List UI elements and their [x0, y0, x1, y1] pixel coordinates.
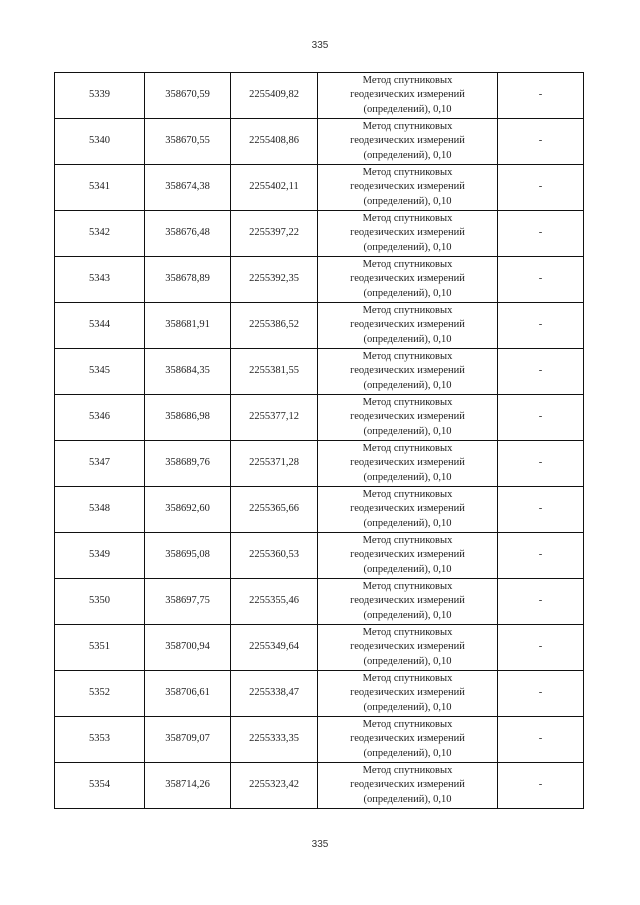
y-coordinate-cell: 2255392,35 — [231, 257, 318, 303]
y-coordinate-cell: 2255355,46 — [231, 579, 318, 625]
method-cell — [318, 441, 498, 487]
point-number-cell: 5348 — [55, 487, 145, 533]
y-coordinate-cell: 2255408,86 — [231, 119, 318, 165]
method-text: Метод спутниковых геодезических измерений (определений), 0,10 — [350, 258, 465, 299]
table-row — [55, 763, 584, 809]
method-cell — [318, 395, 498, 441]
method-cell — [318, 533, 498, 579]
point-number-cell: 5340 — [55, 119, 145, 165]
x-coordinate-cell: 358714,26 — [145, 763, 231, 809]
note-cell: - — [498, 671, 584, 717]
point-number-cell: 5351 — [55, 625, 145, 671]
y-coordinate-cell: 2255397,22 — [231, 211, 318, 257]
x-coordinate-cell: 358670,59 — [145, 73, 231, 119]
y-coordinate-cell: 2255409,82 — [231, 73, 318, 119]
y-coordinate-cell: 2255381,55 — [231, 349, 318, 395]
method-text: Метод спутниковых геодезических измерений (определений), 0,10 — [350, 74, 465, 115]
x-coordinate-cell: 358692,60 — [145, 487, 231, 533]
point-number-cell: 5341 — [55, 165, 145, 211]
y-coordinate-cell: 2255402,11 — [231, 165, 318, 211]
method-cell — [318, 579, 498, 625]
x-coordinate-cell: 358686,98 — [145, 395, 231, 441]
note-cell: - — [498, 579, 584, 625]
method-text: Метод спутниковых геодезических измерений (определений), 0,10 — [350, 488, 465, 529]
note-cell: - — [498, 441, 584, 487]
table-row — [55, 625, 584, 671]
table-row — [55, 119, 584, 165]
x-coordinate-cell: 358681,91 — [145, 303, 231, 349]
x-coordinate-cell: 358674,38 — [145, 165, 231, 211]
x-coordinate-cell: 358709,07 — [145, 717, 231, 763]
method-cell — [318, 73, 498, 119]
y-coordinate-cell: 2255338,47 — [231, 671, 318, 717]
point-number-cell: 5339 — [55, 73, 145, 119]
table-row — [55, 395, 584, 441]
note-cell: - — [498, 487, 584, 533]
point-number-cell: 5345 — [55, 349, 145, 395]
method-cell — [318, 119, 498, 165]
method-text: Метод спутниковых геодезических измерений (определений), 0,10 — [350, 350, 465, 391]
note-cell: - — [498, 303, 584, 349]
note-cell: - — [498, 73, 584, 119]
y-coordinate-cell: 2255349,64 — [231, 625, 318, 671]
coordinates-table-body — [55, 73, 584, 809]
page-number-top: 335 — [311, 40, 329, 51]
method-cell — [318, 671, 498, 717]
method-text: Метод спутниковых геодезических измерений (определений), 0,10 — [350, 396, 465, 437]
y-coordinate-cell: 2255386,52 — [231, 303, 318, 349]
y-coordinate-cell: 2255371,28 — [231, 441, 318, 487]
x-coordinate-cell: 358676,48 — [145, 211, 231, 257]
point-number-cell: 5349 — [55, 533, 145, 579]
table-row — [55, 257, 584, 303]
page-number-bottom: 335 — [311, 839, 329, 850]
method-cell — [318, 211, 498, 257]
method-text: Метод спутниковых геодезических измерений (определений), 0,10 — [350, 304, 465, 345]
point-number-cell: 5343 — [55, 257, 145, 303]
table-row — [55, 349, 584, 395]
table-row — [55, 717, 584, 763]
method-cell — [318, 165, 498, 211]
note-cell: - — [498, 211, 584, 257]
note-cell: - — [498, 717, 584, 763]
method-cell — [318, 717, 498, 763]
point-number-cell: 5346 — [55, 395, 145, 441]
x-coordinate-cell: 358697,75 — [145, 579, 231, 625]
note-cell: - — [498, 349, 584, 395]
note-cell: - — [498, 257, 584, 303]
x-coordinate-cell: 358670,55 — [145, 119, 231, 165]
y-coordinate-cell: 2255333,35 — [231, 717, 318, 763]
method-text: Метод спутниковых геодезических измерений (определений), 0,10 — [350, 764, 465, 805]
note-cell: - — [498, 625, 584, 671]
method-cell — [318, 257, 498, 303]
table-row — [55, 211, 584, 257]
method-text: Метод спутниковых геодезических измерений (определений), 0,10 — [350, 672, 465, 713]
method-cell — [318, 487, 498, 533]
method-text: Метод спутниковых геодезических измерений (определений), 0,10 — [350, 442, 465, 483]
table-row — [55, 579, 584, 625]
point-number-cell: 5342 — [55, 211, 145, 257]
x-coordinate-cell: 358706,61 — [145, 671, 231, 717]
point-number-cell: 5354 — [55, 763, 145, 809]
table-row — [55, 671, 584, 717]
note-cell: - — [498, 119, 584, 165]
method-text: Метод спутниковых геодезических измерений (определений), 0,10 — [350, 580, 465, 621]
note-cell: - — [498, 395, 584, 441]
x-coordinate-cell: 358700,94 — [145, 625, 231, 671]
point-number-cell: 5350 — [55, 579, 145, 625]
note-cell: - — [498, 165, 584, 211]
method-cell — [318, 349, 498, 395]
method-text: Метод спутниковых геодезических измерений (определений), 0,10 — [350, 212, 465, 253]
x-coordinate-cell: 358695,08 — [145, 533, 231, 579]
x-coordinate-cell: 358678,89 — [145, 257, 231, 303]
table-row — [55, 441, 584, 487]
table-row — [55, 303, 584, 349]
y-coordinate-cell: 2255360,53 — [231, 533, 318, 579]
table-row — [55, 73, 584, 119]
method-text: Метод спутниковых геодезических измерений (определений), 0,10 — [350, 166, 465, 207]
x-coordinate-cell: 358689,76 — [145, 441, 231, 487]
method-text: Метод спутниковых геодезических измерений (определений), 0,10 — [350, 626, 465, 667]
note-cell: - — [498, 533, 584, 579]
note-cell: - — [498, 763, 584, 809]
y-coordinate-cell: 2255323,42 — [231, 763, 318, 809]
table-row — [55, 165, 584, 211]
method-cell — [318, 763, 498, 809]
coordinates-table — [54, 72, 584, 809]
method-text: Метод спутниковых геодезических измерений (определений), 0,10 — [350, 120, 465, 161]
point-number-cell: 5344 — [55, 303, 145, 349]
method-text: Метод спутниковых геодезических измерений (определений), 0,10 — [350, 718, 465, 759]
x-coordinate-cell: 358684,35 — [145, 349, 231, 395]
point-number-cell: 5353 — [55, 717, 145, 763]
point-number-cell: 5352 — [55, 671, 145, 717]
method-text: Метод спутниковых геодезических измерений (определений), 0,10 — [350, 534, 465, 575]
table-row — [55, 533, 584, 579]
method-cell — [318, 625, 498, 671]
point-number-cell: 5347 — [55, 441, 145, 487]
table-row — [55, 487, 584, 533]
y-coordinate-cell: 2255377,12 — [231, 395, 318, 441]
method-cell — [318, 303, 498, 349]
y-coordinate-cell: 2255365,66 — [231, 487, 318, 533]
